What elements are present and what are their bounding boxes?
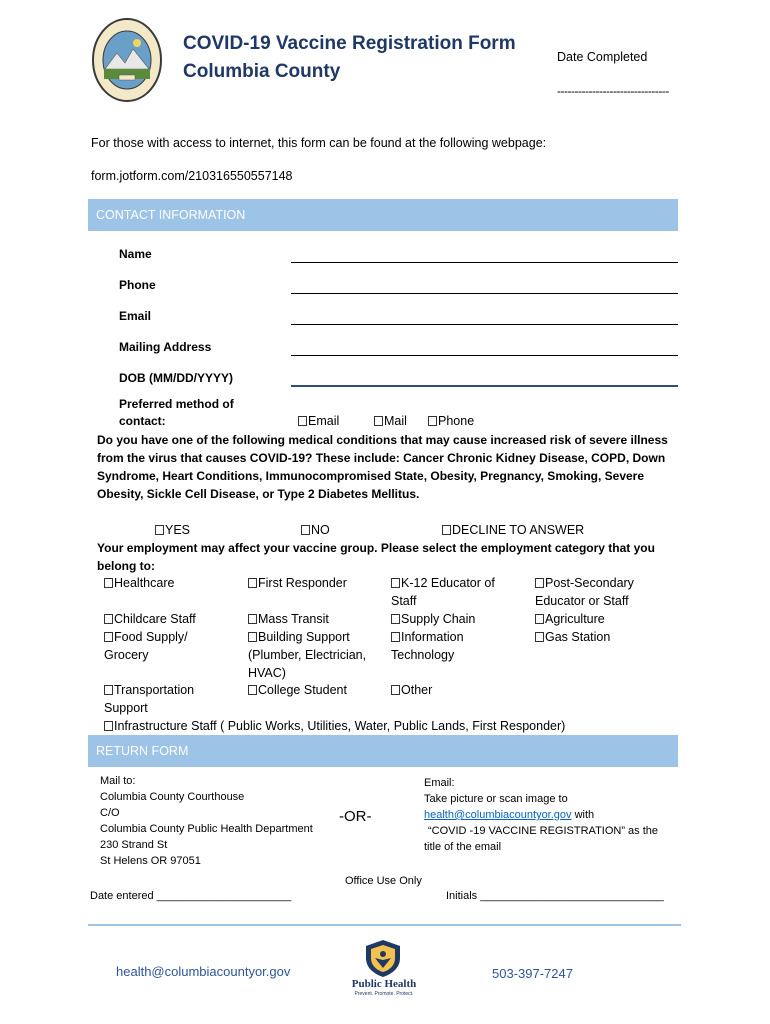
contact-mail-option[interactable]: Mail	[374, 412, 407, 430]
checkbox[interactable]	[535, 614, 544, 624]
name-field[interactable]	[291, 262, 678, 263]
mass-transit-option[interactable]: Mass Transit	[248, 610, 329, 628]
checkbox[interactable]	[442, 525, 451, 535]
checkbox[interactable]	[248, 614, 257, 624]
name-label: Name	[119, 247, 152, 261]
phone-label: Phone	[119, 278, 156, 292]
infrastructure-staff-option[interactable]: Infrastructure Staff ( Public Works, Utilities, Water, Public Lands, First Responder)	[104, 717, 565, 735]
preferred-contact-label-2: contact:	[119, 414, 166, 428]
email-instructions: Email: Take picture or scan image to health@columbiacountyor.gov with “COVID -19 VACCINE REGISTRATION” as the title of the email	[424, 777, 659, 853]
or-separator: -OR-	[339, 808, 372, 825]
checkbox[interactable]	[391, 685, 400, 695]
form-subtitle: Columbia County	[183, 61, 341, 82]
checkbox[interactable]	[155, 525, 164, 535]
post-secondary-option[interactable]: Post-Secondary Educator or Staff	[535, 576, 634, 608]
childcare-option[interactable]: Childcare Staff	[104, 610, 196, 628]
employment-question: Your employment may affect your vaccine group. Please select the employment category that you belong to:	[97, 541, 655, 573]
public-health-tagline: Prevent. Promote. Protect.	[354, 991, 414, 997]
mailing-address-label: Mailing Address	[119, 340, 212, 354]
contact-information-header: CONTACT INFORMATION	[88, 199, 678, 231]
public-health-logo-text: Public Health	[351, 978, 417, 990]
checkbox[interactable]	[391, 578, 400, 588]
mail-address-block: Mail to: Columbia County Courthouse C/O Columbia County Public Health Department 230 Strand St St Helens OR 97051	[100, 775, 313, 867]
footer-email: health@columbiacountyor.gov	[116, 964, 291, 979]
k12-educator-option[interactable]: K-12 Educator of Staff	[391, 576, 495, 608]
medical-yes-option[interactable]: YES	[155, 521, 190, 539]
checkbox[interactable]	[248, 632, 257, 642]
phone-field[interactable]	[291, 293, 678, 294]
dob-label: DOB (MM/DD/YYYY)	[119, 371, 233, 385]
checkbox[interactable]	[298, 416, 307, 426]
transportation-option[interactable]: Transportation Support	[104, 683, 195, 715]
form-url: form.jotform.com/210316550557148	[91, 169, 293, 183]
college-student-option[interactable]: College Student	[248, 681, 347, 699]
office-use-label: Office Use Only	[345, 875, 422, 887]
date-completed-label: Date Completed	[557, 50, 648, 64]
checkbox[interactable]	[391, 632, 400, 642]
checkbox[interactable]	[248, 685, 257, 695]
supply-chain-option[interactable]: Supply Chain	[391, 610, 475, 628]
food-supply-option[interactable]: Food Supply/ Grocery	[104, 630, 188, 662]
building-support-option[interactable]: Building Support (Plumber, Electrician, HVAC)	[248, 630, 367, 680]
email-field[interactable]	[291, 324, 678, 325]
agriculture-option[interactable]: Agriculture	[535, 610, 605, 628]
other-option[interactable]: Other	[391, 681, 432, 699]
preferred-contact-label: Preferred method of	[119, 397, 234, 411]
first-responder-option[interactable]: First Responder	[248, 574, 347, 592]
return-email-link[interactable]: health@columbiacountyor.gov	[424, 809, 572, 821]
checkbox[interactable]	[535, 578, 544, 588]
contact-email-option[interactable]: Email	[298, 412, 339, 430]
checkbox[interactable]	[104, 685, 113, 695]
checkbox[interactable]	[301, 525, 310, 535]
checkbox[interactable]	[104, 632, 113, 642]
dob-field[interactable]	[291, 385, 678, 387]
checkbox[interactable]	[248, 578, 257, 588]
public-health-logo-icon	[362, 938, 404, 978]
form-title: COVID-19 Vaccine Registration Form	[183, 33, 516, 54]
checkbox[interactable]	[104, 614, 113, 624]
initials-field[interactable]: Initials ______________________________	[446, 890, 664, 902]
mailing-address-field[interactable]	[291, 355, 678, 356]
checkbox[interactable]	[535, 632, 544, 642]
information-technology-option[interactable]: Information Technology	[391, 630, 464, 662]
intro-text: For those with access to internet, this form can be found at the following webpage:	[91, 136, 547, 150]
footer-divider	[88, 924, 681, 926]
checkbox[interactable]	[428, 416, 437, 426]
medical-decline-option[interactable]: DECLINE TO ANSWER	[442, 521, 584, 539]
medical-question: Do you have one of the following medical conditions that may cause increased risk of severe illness from the virus that causes COVID-19? These include: Cancer Chronic Kidney Disease, COPD, Down Syndrome, Heart Conditions, Immunocompromised State, Obesity, Pregnancy, Smoking, Severe Obesity, Sickle Cell Disease, or Type 2 Diabetes Mellitus.	[97, 433, 668, 501]
checkbox[interactable]	[391, 614, 400, 624]
email-label: Email	[119, 309, 152, 323]
footer-phone: 503-397-7247	[492, 966, 573, 981]
checkbox[interactable]	[104, 721, 113, 731]
checkbox[interactable]	[104, 578, 113, 588]
checkbox[interactable]	[374, 416, 383, 426]
contact-phone-option[interactable]: Phone	[428, 412, 474, 430]
medical-no-option[interactable]: NO	[301, 521, 330, 539]
healthcare-option[interactable]: Healthcare	[104, 574, 174, 592]
county-seal-logo	[91, 17, 163, 103]
return-form-header: RETURN FORM	[88, 735, 678, 767]
date-completed-line[interactable]: --------------------------------	[557, 84, 669, 98]
date-entered-field[interactable]: Date entered ______________________	[90, 890, 292, 902]
gas-station-option[interactable]: Gas Station	[535, 628, 610, 646]
